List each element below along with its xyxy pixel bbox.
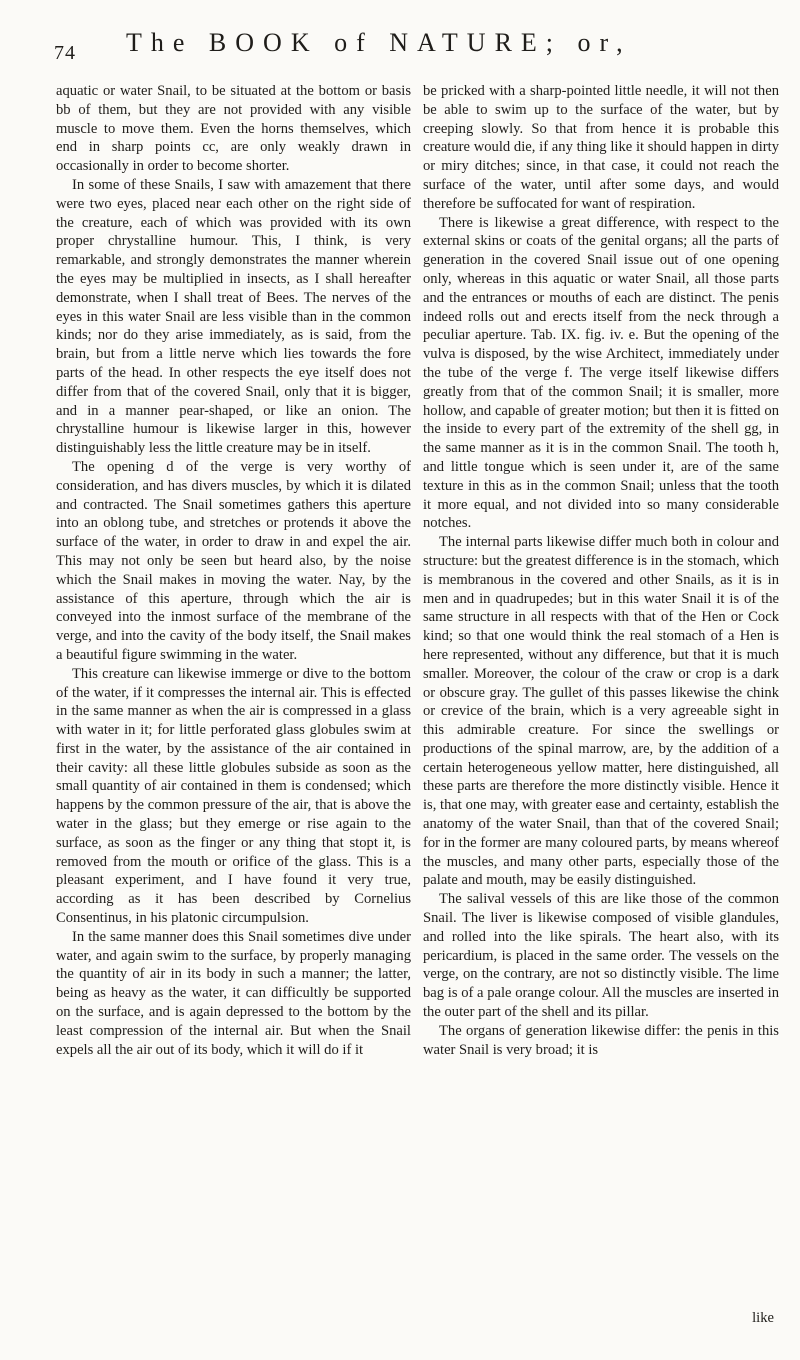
right-column (423, 82, 779, 1059)
left-column (56, 82, 411, 1059)
paragraph: be pricked with a sharp-pointed little needle, it will not then be able to swim up to the surface of the water, but by creeping slowly. So that from hence it is probable this creature would die, if any thing like it should happen in dirty or miry ditches; since, in that case, it could not reach the surface of the water, until after some days, and would therefore be suffocated for want of respiration. (423, 83, 779, 212)
paragraph: The internal parts likewise differ much both in colour and structure: but the greatest difference is in the stomach, which is membranous in the covered and other Snails, as it is in men and in quadrupedes; but in this water Snail it is of the same structure in all respects with that of the Hen or Cock kind; so that one would think the real stomach of a Hen is here represented, without any difference, but that it is much smaller. Moreover, the colour of the craw or crop is a dark or obscure gray. The gullet of this passes likewise the chink or crevice of the brain, which is a very agreeable sight in this admirable creature. For since the swellings or productions of the spinal marrow, are, by the addition of a certain heterogeneous yellow matter, here distinguished, all these parts are therefore the more distinctly visible. Hence it is, that one may, with greater ease and certainty, establish the anatomy of the water Snail, than that of the covered Snail; for in the former are many coloured parts, by means whereof the muscles, and many other parts, especially those of the palate and mouth, may be easily distinguished. (423, 534, 779, 889)
page-number: 74 (54, 42, 76, 64)
catchword: like (752, 1310, 774, 1326)
paragraph: There is likewise a great difference, with respect to the external skins or coats of the genital organs; all the parts of generation in the covered Snail issue out of one opening only, whereas in this aquatic or water Snail, all those parts and the entrances or mouths of each are distinct. The penis indeed rolls out and erects itself from the neck through a peculiar aperture. Tab. IX. fig. iv. e. But the opening of the vulva is disposed, by the wise Architect, immediately under the tube of the verge f. The verge itself likewise differs greatly from that of the common Snail; it is smaller, more hollow, and capable of greater motion; but then it is fitted on the inside to every part of the extremity of the shell gg, in the same manner as it is in the common Snail. The tooth h, and little tongue which is seen under it, are of the same texture in this as in the common Snail; unless that the tooth it more equal, and not divided into so many considerable notches. (423, 214, 779, 532)
paragraph: In the same manner does this Snail sometimes dive under water, and again swim to the surface, by properly managing the quantity of air in its body in such a manner; the latter, being as heavy as the water, it can difficultly be supported on the surface, and is again depressed to the bottom by the least compression of the internal air. But when the Snail expels all the air out of its body, which it will do if it (56, 928, 411, 1058)
paragraph: The salival vessels of this are like those of the common Snail. The liver is likewise composed of visible glandules, and rolled into the like spirals. The heart also, with its pericardium, is placed in the same order. The vessels on the verge, on the contrary, are not so distinctly visible. The lime bag is of a pale orange colour. All the muscles are inserted in the outer part of the shell and its pillar. (423, 891, 779, 1021)
page-header (54, 28, 770, 66)
paragraph: The opening d of the verge is very worthy of consideration, and has divers muscles, by which it is dilated and contracted. The Snail sometimes gathers this aperture into an oblong tube, and stretches or protends it above the surface of the water, in order to draw in and expel the air. This may not only be seen but heard also, by the noise which the Snail makes in moving the water. Nay, by the assistance of this aperture, through which the air is conveyed into the inmost surface of the membrane of the verge, and into the cavity of the body itself, the Snail makes a beautiful figure swimming in the water. (56, 458, 411, 663)
paragraph: In some of these Snails, I saw with amazement that there were two eyes, placed near each other on the right side of the creature, each of which was provided with its own proper chrystalline humour. This, I think, is very remarkable, and strongly demonstrates the manner wherein the eyes may be multiplied in insects, as I shall hereafter demonstrate, when I shall treat of Bees. The nerves of the eyes in this water Snail are less visible than in the common kinds; nor do they arise immediately, as is said, from the brain, but from a little nerve which lies towards the fore parts of the head. In other respects the eye itself does not differ from that of the covered Snail, only that it is bigger, and in a manner pear-shaped, or like an onion. The chrystalline humour is likewise larger in this, however distinguishably less the little creature may be in itself. (56, 176, 411, 457)
paragraph: aquatic or water Snail, to be situated at the bottom or basis bb of them, but they are not provided with any visible muscle to move them. Even the horns themselves, which end in sharp points cc, are only weakly drawn in occasionally in order to become shorter. (56, 83, 411, 175)
running-title: The BOOK of NATURE; or, (126, 28, 632, 57)
paragraph: This creature can likewise immerge or dive to the bottom of the water, if it compresses the internal air. This is effected in the same manner as when the air is compressed in a glass with water in it; for little perforated glass globules swim at first in the water, by the assistance of the air contained in their cavity: all these little globules subside as soon as the small quantity of air contained in them is condensed; which happens by the common pressure of the air, that is above the water in the glass; but they emerge or rise again to the surface, as soon as the finger or any thing that stopt it, is removed from the mouth or orifice of the glass. This is a pleasant experiment, and I have found it very true, according as it has been described by Cornelius Consentinus, in his platonic circumpulsion. (56, 665, 411, 927)
paragraph: The organs of generation likewise differ: the penis in this water Snail is very broad; it is (423, 1022, 779, 1058)
